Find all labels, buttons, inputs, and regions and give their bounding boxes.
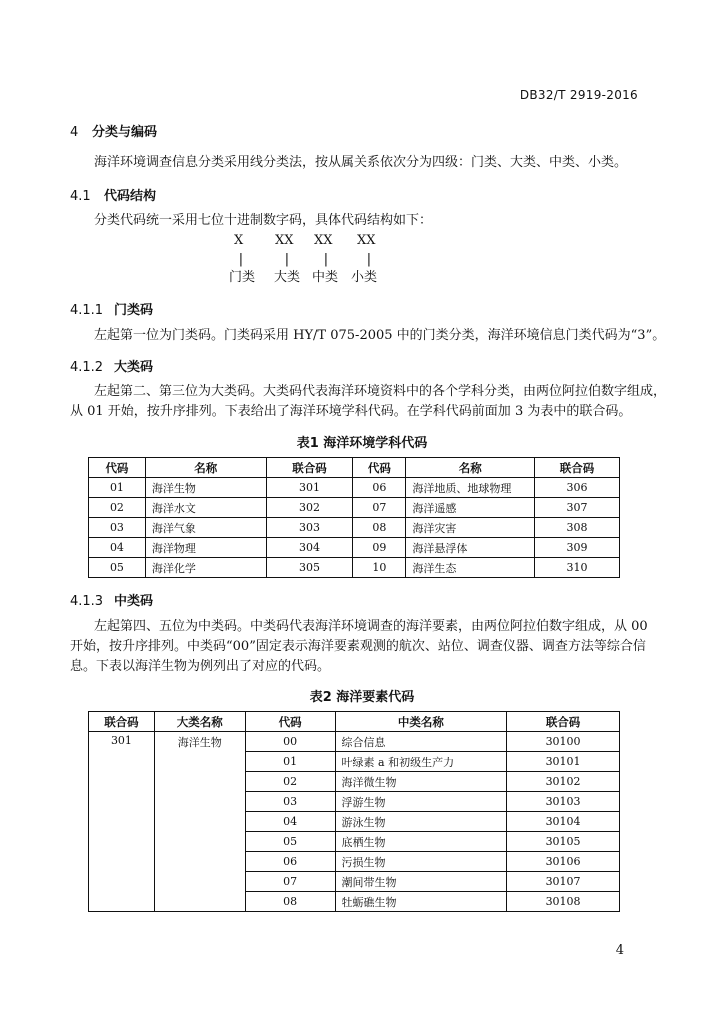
column-header: 联合码: [266, 458, 353, 478]
table-cell: 海洋物理: [145, 538, 266, 558]
paragraph-line: 左起第四、五位为中类码。中类码代表海洋环境调查的海洋要素，由两位阿拉伯数字组成，从 00: [94, 619, 648, 634]
section-4-1-1-heading: [70, 299, 153, 318]
table-cell: 05: [245, 832, 335, 852]
paragraph: 左起第一位为门类码。门类码采用 HY/T 075-2005 中的门类分类，海洋环境信息门类代码为“3”。: [94, 328, 666, 343]
level-label: 小类: [351, 270, 378, 285]
table-header-row: [89, 712, 620, 732]
paragraph-line: 开始，按升序排列。中类码“00”固定表示海洋要素观测的航次、站位、调查仪器、调查方法等综合信: [70, 639, 646, 654]
code-xx-middle: XX: [314, 233, 333, 248]
code-pipe: |: [322, 252, 330, 267]
section-title: 代码结构: [104, 189, 157, 204]
code-pipe: |: [237, 252, 245, 267]
paragraph-line: 息。下表以海洋生物为例列出了对应的代码。: [70, 659, 331, 674]
level-label: 门类: [229, 270, 256, 285]
table-cell: 310: [535, 558, 620, 578]
table-cell: 海洋生物: [145, 478, 266, 498]
table-cell: 海洋微生物: [335, 772, 507, 792]
table-cell: 30108: [507, 892, 620, 912]
table-row: [89, 732, 620, 752]
table-cell: 01: [245, 752, 335, 772]
code-xx-major: XX: [275, 233, 294, 248]
table-cell: 浮游生物: [335, 792, 507, 812]
table-cell: 海洋生态: [406, 558, 535, 578]
section-title: 门类码: [114, 303, 154, 318]
table-cell: 304: [266, 538, 353, 558]
section-4-heading: [70, 121, 157, 140]
table-cell: 305: [266, 558, 353, 578]
table-cell: 30106: [507, 852, 620, 872]
table-cell: 04: [89, 538, 146, 558]
table-cell: 潮间带生物: [335, 872, 507, 892]
table-cell: 303: [266, 518, 353, 538]
table-2: [88, 711, 620, 912]
table-cell: 海洋遥感: [406, 498, 535, 518]
section-4-1-2-heading: [70, 356, 153, 375]
column-header: 中类名称: [335, 712, 507, 732]
table-cell: 02: [89, 498, 146, 518]
table-row: [89, 478, 620, 498]
table-cell: 海洋灾害: [406, 518, 535, 538]
table-cell: 03: [89, 518, 146, 538]
table-cell: 05: [89, 558, 146, 578]
section-4-1-3-heading: [70, 590, 153, 609]
section-number: 4.1: [70, 189, 91, 204]
code-pipe: |: [365, 252, 373, 267]
level-label: 中类: [312, 270, 339, 285]
column-header: 代码: [89, 458, 146, 478]
union-code-cell: 301: [89, 732, 155, 912]
table-row: [89, 518, 620, 538]
table-cell: 海洋水文: [145, 498, 266, 518]
table-cell: 30103: [507, 792, 620, 812]
paragraph-line: 左起第二、第三位为大类码。大类码代表海洋环境资料中的各个学科分类，由两位阿拉伯数字组成，: [94, 384, 667, 399]
table-cell: 302: [266, 498, 353, 518]
table-cell: 30105: [507, 832, 620, 852]
column-header: 大类名称: [154, 712, 245, 732]
table-cell: 00: [245, 732, 335, 752]
table-cell: 06: [245, 852, 335, 872]
table-1: [88, 457, 620, 578]
document-id: DB32/T 2919-2016: [519, 88, 638, 102]
table-cell: 30101: [507, 752, 620, 772]
paragraph: 分类代码统一采用七位十进制数字码，具体代码结构如下：: [94, 213, 433, 228]
paragraph: 海洋环境调查信息分类采用线分类法，按从属关系依次分为四级：门类、大类、中类、小类。: [94, 155, 628, 170]
table-cell: 08: [353, 518, 406, 538]
table-cell: 01: [89, 478, 146, 498]
section-number: 4.1.3: [70, 594, 104, 609]
table-cell: 07: [245, 872, 335, 892]
section-title: 大类码: [114, 360, 154, 375]
column-header: 名称: [406, 458, 535, 478]
table-cell: 06: [353, 478, 406, 498]
table-cell: 叶绿素 a 和初级生产力: [335, 752, 507, 772]
section-number: 4.1.2: [70, 360, 104, 375]
section-number: 4: [70, 125, 79, 140]
table-cell: 308: [535, 518, 620, 538]
table-cell: 307: [535, 498, 620, 518]
table-2-caption: 表2 海洋要素代码: [309, 690, 415, 705]
column-header: 代码: [353, 458, 406, 478]
column-header: 名称: [145, 458, 266, 478]
table-cell: 03: [245, 792, 335, 812]
table-cell: 09: [353, 538, 406, 558]
table-header-row: [89, 458, 620, 478]
table-row: [89, 538, 620, 558]
table-cell: 08: [245, 892, 335, 912]
table-cell: 309: [535, 538, 620, 558]
table-cell: 30107: [507, 872, 620, 892]
column-header: 联合码: [507, 712, 620, 732]
code-xx-minor: XX: [357, 233, 376, 248]
table-cell: 污损生物: [335, 852, 507, 872]
table-cell: 02: [245, 772, 335, 792]
table-cell: 海洋气象: [145, 518, 266, 538]
section-4-1-heading: [70, 185, 156, 204]
table-cell: 牡蛎礁生物: [335, 892, 507, 912]
table-cell: 30102: [507, 772, 620, 792]
section-number: 4.1.1: [70, 303, 104, 318]
column-header: 联合码: [535, 458, 620, 478]
table-cell: 海洋悬浮体: [406, 538, 535, 558]
table-cell: 30100: [507, 732, 620, 752]
table-cell: 游泳生物: [335, 812, 507, 832]
section-title: 中类码: [114, 594, 154, 609]
table-cell: 04: [245, 812, 335, 832]
table-1-caption: 表1 海洋环境学科代码: [296, 436, 428, 451]
table-cell: 海洋地质、地球物理: [406, 478, 535, 498]
table-cell: 07: [353, 498, 406, 518]
table-cell: 综合信息: [335, 732, 507, 752]
table-cell: 301: [266, 478, 353, 498]
column-header: 代码: [245, 712, 335, 732]
table-cell: 海洋化学: [145, 558, 266, 578]
code-x: X: [234, 233, 244, 248]
table-cell: 306: [535, 478, 620, 498]
section-title: 分类与编码: [92, 125, 158, 140]
table-row: [89, 558, 620, 578]
table-cell: 30104: [507, 812, 620, 832]
column-header: 联合码: [89, 712, 155, 732]
table-row: [89, 498, 620, 518]
paragraph-line: 从 01 开始，按升序排列。下表给出了海洋环境学科代码。在学科代码前面加 3 为表中的联合码。: [70, 404, 632, 419]
page-number: 4: [615, 943, 624, 958]
major-name-cell: 海洋生物: [154, 732, 245, 912]
level-label: 大类: [274, 270, 301, 285]
table-cell: 底栖生物: [335, 832, 507, 852]
table-cell: 10: [353, 558, 406, 578]
code-pipe: |: [283, 252, 291, 267]
